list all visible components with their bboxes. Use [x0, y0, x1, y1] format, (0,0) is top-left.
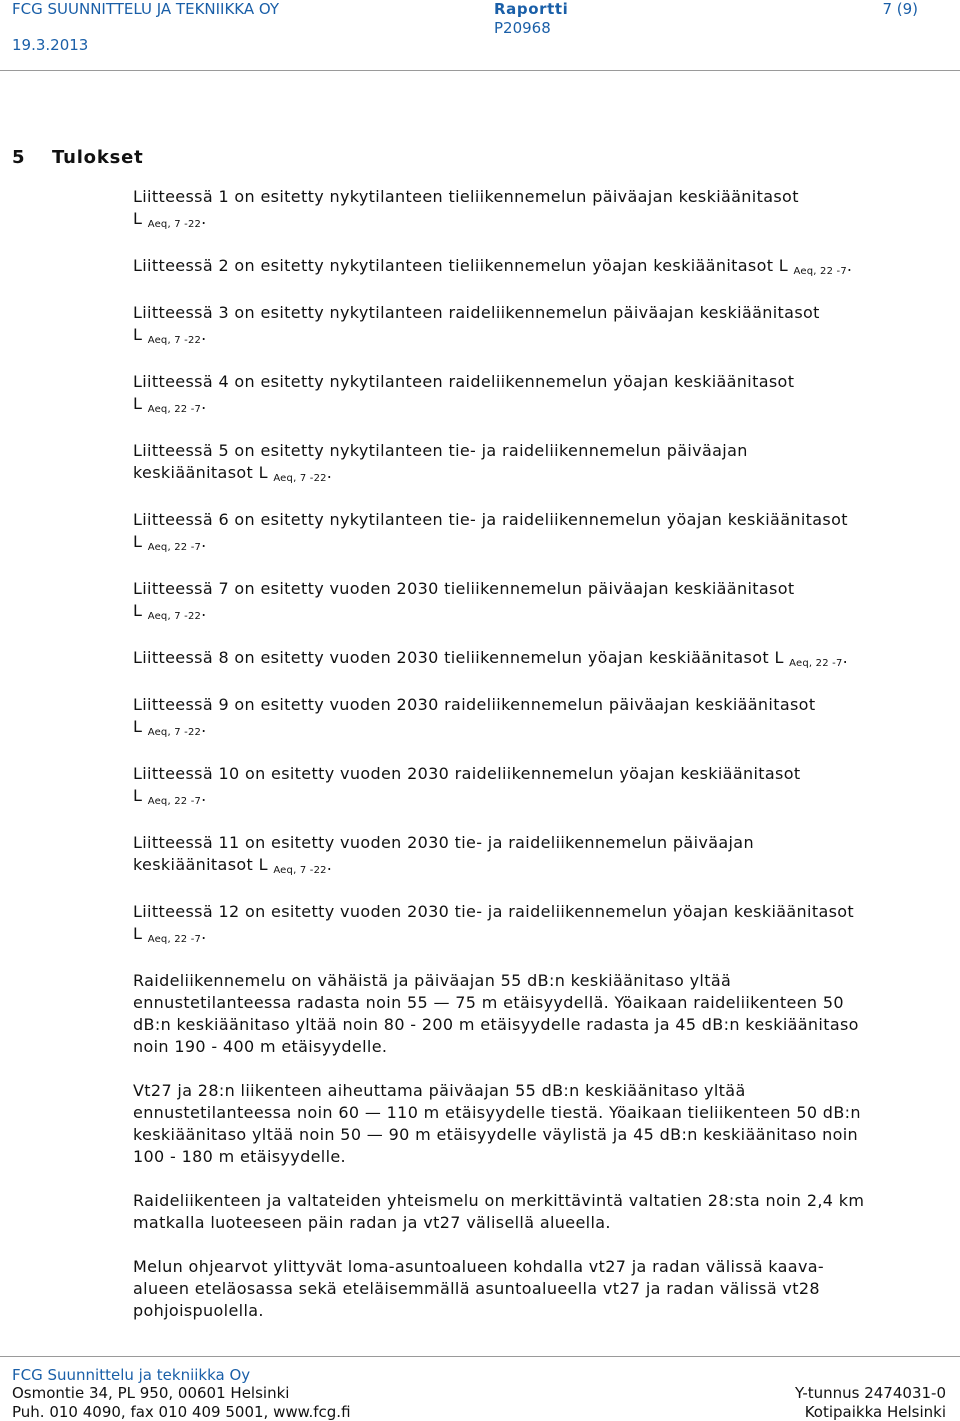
body-text-line: ennustetilanteessa radasta noin 55 — 75 m etäisyydellä. Yöaikaan raideliikenteen 50	[133, 993, 844, 1012]
appendix-text-line: Liitteessä 10 on esitetty vuoden 2030 raideliikennemelun yöajan keskiäänitasot	[133, 764, 801, 783]
level-symbol-letter: L	[133, 601, 143, 620]
level-symbol	[259, 855, 333, 874]
body-text-line: Raideliikennemelu on vähäistä ja päiväajan 55 dB:n keskiäänitaso yltää	[133, 971, 732, 990]
level-symbol	[133, 324, 953, 352]
level-period: .	[842, 648, 848, 667]
body-text	[133, 186, 953, 1344]
appendix-text-line: Liitteessä 7 on esitetty vuoden 2030 tieliikennemelun päiväajan keskiäänitasot	[133, 579, 795, 598]
body-text-line: alueen eteläosassa sekä eteläisemmällä asuntoalueella vt27 ja radan välissä vt28	[133, 1279, 820, 1298]
level-period: .	[201, 394, 207, 413]
header-doc-type: Raportti	[494, 0, 569, 18]
appendix-text-line: Liitteessä 12 on esitetty vuoden 2030 tie- ja raideliikennemelun yöajan keskiäänitasot	[133, 902, 855, 921]
footer-business-id: Y-tunnus 2474031-0	[794, 1384, 946, 1402]
level-subscript: Aeq, 22 -7	[789, 658, 843, 669]
header-date: 19.3.2013	[12, 36, 89, 54]
appendix-text-line: Liitteessä 6 on esitetty nykytilanteen tie- ja raideliikennemelun yöajan keskiäänitasot	[133, 510, 848, 529]
appendix-paragraph	[133, 901, 953, 951]
appendix-text-line: keskiäänitasot	[133, 855, 254, 874]
level-symbol	[133, 531, 953, 559]
level-symbol-letter: L	[133, 532, 143, 551]
level-period: .	[201, 717, 207, 736]
appendix-paragraph	[133, 440, 953, 490]
header-rule	[0, 70, 960, 71]
body-text-line: ennustetilanteessa noin 60 — 110 m etäisyydelle tiestä. Yöaikaan tieliikenteen 50 dB:n	[133, 1103, 861, 1122]
level-symbol	[779, 256, 853, 275]
level-period: .	[201, 325, 207, 344]
footer-address: Osmontie 34, PL 950, 00601 Helsinki	[12, 1384, 290, 1402]
level-subscript: Aeq, 7 -22	[273, 865, 327, 876]
appendix-text-line: Liitteessä 8 on esitetty vuoden 2030 tieliikennemelun yöajan keskiäänitasot	[133, 648, 770, 667]
footer-company: FCG Suunnittelu ja tekniikka Oy	[12, 1366, 251, 1384]
level-subscript: Aeq, 7 -22	[147, 219, 202, 230]
appendix-text-line: Liitteessä 1 on esitetty nykytilanteen tieliikennemelun päiväajan keskiäänitasot	[133, 187, 799, 206]
level-period: .	[201, 924, 207, 943]
level-subscript: Aeq, 7 -22	[273, 473, 327, 484]
body-paragraph	[133, 1256, 953, 1322]
appendix-list	[133, 186, 953, 951]
level-subscript: Aeq, 22 -7	[147, 542, 202, 553]
footer-contact: Puh. 010 4090, fax 010 409 5001, www.fcg.fi	[12, 1403, 351, 1421]
level-symbol-letter: L	[778, 256, 789, 275]
level-symbol	[259, 463, 333, 482]
level-symbol	[133, 923, 953, 951]
level-symbol	[133, 716, 953, 744]
body-paragraph	[133, 1190, 953, 1234]
appendix-text-line: Liitteessä 4 on esitetty nykytilanteen raideliikennemelun yöajan keskiäänitasot	[133, 372, 795, 391]
appendix-text-line: keskiäänitasot	[133, 463, 254, 482]
body-text-line: pohjoispuolella.	[133, 1301, 264, 1320]
footer-rule	[0, 1356, 960, 1357]
section-heading	[12, 147, 144, 168]
appendix-paragraph	[133, 832, 953, 882]
level-subscript: Aeq, 22 -7	[147, 934, 202, 945]
header-company: FCG SUUNNITTELU JA TEKNIIKKA OY	[12, 0, 280, 18]
body-text-line: noin 190 - 400 m etäisyydelle.	[133, 1037, 388, 1056]
section-title: Tulokset	[52, 147, 144, 168]
appendix-text-line: Liitteessä 11 on esitetty vuoden 2030 tie- ja raideliikennemelun päiväajan	[133, 833, 754, 852]
level-symbol	[133, 600, 953, 628]
appendix-paragraph	[133, 255, 953, 283]
level-period: .	[326, 855, 333, 874]
header-doc-number: P20968	[494, 19, 551, 37]
appendix-paragraph	[133, 186, 953, 236]
level-subscript: Aeq, 22 -7	[147, 796, 202, 807]
appendix-text-line: Liitteessä 5 on esitetty nykytilanteen tie- ja raideliikennemelun päiväajan	[133, 441, 748, 460]
appendix-paragraph	[133, 647, 953, 675]
body-text-line: 100 - 180 m etäisyydelle.	[133, 1147, 346, 1166]
level-subscript: Aeq, 22 -7	[793, 266, 847, 277]
level-symbol	[133, 208, 953, 236]
body-text-line: dB:n keskiäänitaso yltää noin 80 - 200 m etäisyydelle radasta ja 45 dB:n keskiäänitaso	[133, 1015, 859, 1034]
level-symbol	[133, 785, 953, 813]
appendix-paragraph	[133, 578, 953, 628]
body-text-line: Vt27 ja 28:n liikenteen aiheuttama päiväajan 55 dB:n keskiäänitaso yltää	[133, 1081, 746, 1100]
appendix-text-line: Liitteessä 9 on esitetty vuoden 2030 raideliikennemelun päiväajan keskiäänitasot	[133, 695, 816, 714]
appendix-text-line: Liitteessä 2 on esitetty nykytilanteen tieliikennemelun yöajan keskiäänitasot	[133, 256, 774, 275]
appendix-paragraph	[133, 302, 953, 352]
body-text-line: matkalla luoteeseen päin radan ja vt27 välisellä alueella.	[133, 1213, 611, 1232]
appendix-paragraph	[133, 694, 953, 744]
level-symbol	[774, 648, 848, 667]
level-symbol-letter: L	[133, 209, 143, 228]
appendix-paragraph	[133, 763, 953, 813]
level-subscript: Aeq, 7 -22	[147, 611, 202, 622]
paragraph-list	[133, 970, 953, 1322]
body-text-line: keskiäänitaso yltää noin 50 — 90 m etäisyydelle väylistä ja 45 dB:n keskiäänitaso noin	[133, 1125, 859, 1144]
appendix-paragraph	[133, 509, 953, 559]
level-symbol-letter: L	[133, 786, 143, 805]
level-period: .	[201, 209, 207, 228]
body-text-line: Raideliikenteen ja valtateiden yhteismelu on merkittävintä valtatien 28:sta noin 2,4 km	[133, 1191, 865, 1210]
level-symbol-letter: L	[133, 717, 143, 736]
body-paragraph	[133, 970, 953, 1058]
level-symbol-letter: L	[133, 394, 143, 413]
level-symbol-letter: L	[133, 924, 143, 943]
level-subscript: Aeq, 7 -22	[147, 727, 202, 738]
level-subscript: Aeq, 22 -7	[147, 404, 202, 415]
level-period: .	[201, 532, 207, 551]
level-symbol-letter: L	[258, 463, 268, 482]
section-number: 5	[12, 147, 26, 168]
level-symbol-letter: L	[258, 855, 268, 874]
level-symbol	[133, 393, 953, 421]
appendix-text-line: Liitteessä 3 on esitetty nykytilanteen raideliikennemelun päiväajan keskiäänitasot	[133, 303, 820, 322]
level-symbol-letter: L	[774, 648, 784, 667]
body-text-line: Melun ohjearvot ylittyvät loma-asuntoalueen kohdalla vt27 ja radan välissä kaava-	[133, 1257, 825, 1276]
appendix-paragraph	[133, 371, 953, 421]
level-period: .	[326, 463, 333, 482]
level-period: .	[846, 256, 853, 275]
level-period: .	[201, 601, 207, 620]
level-subscript: Aeq, 7 -22	[147, 335, 202, 346]
footer-domicile: Kotipaikka Helsinki	[804, 1403, 946, 1421]
level-symbol-letter: L	[133, 325, 143, 344]
level-period: .	[201, 786, 207, 805]
body-paragraph	[133, 1080, 953, 1168]
header-page-number: 7 (9)	[882, 0, 918, 18]
